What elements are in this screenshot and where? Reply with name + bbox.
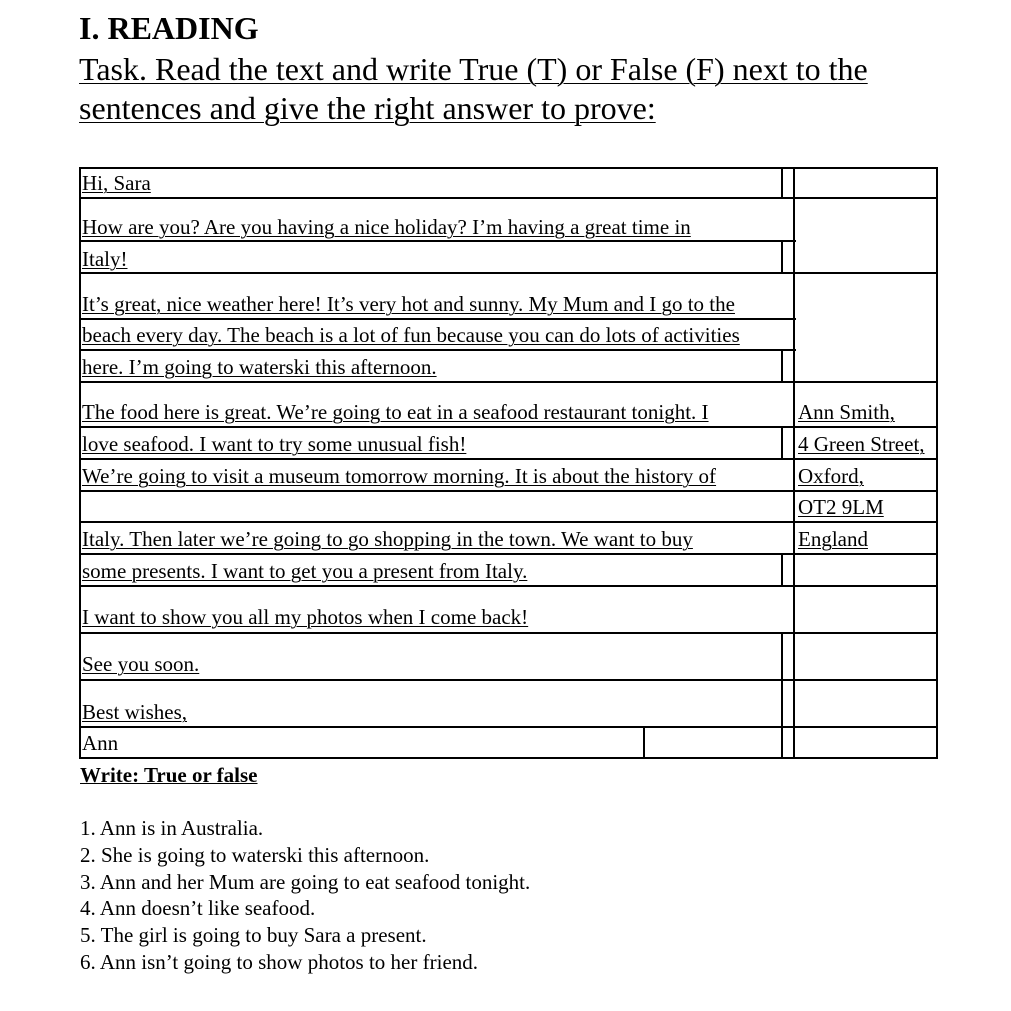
address-line: Oxford, <box>798 464 864 488</box>
letter-table <box>79 167 938 759</box>
row-divider <box>79 521 796 523</box>
write-instruction: Write: True or false <box>80 763 258 787</box>
letter-frame <box>79 167 938 759</box>
row-divider <box>79 426 796 428</box>
question-item: 5. The girl is going to buy Sara a present. <box>80 923 427 948</box>
row-divider <box>796 632 938 634</box>
row-divider <box>796 426 938 428</box>
row-divider <box>796 458 938 460</box>
row-divider <box>79 553 796 555</box>
row-divider <box>796 726 938 728</box>
letter-line: The food here is great. We’re going to eat in a seafood restaurant tonight. I <box>82 400 709 424</box>
letter-line: beach every day. The beach is a lot of fun because you can do lots of activities <box>82 323 740 347</box>
address-line: Ann Smith, <box>798 400 895 424</box>
row-divider <box>79 679 796 681</box>
letter-line: See you soon. <box>82 652 200 676</box>
row-divider <box>79 197 796 199</box>
row-divider <box>796 381 938 383</box>
row-divider <box>796 521 938 523</box>
row-divider <box>79 585 796 587</box>
column-divider <box>781 426 783 458</box>
row-divider <box>79 381 796 383</box>
column-divider <box>781 632 783 759</box>
column-divider <box>793 167 795 759</box>
letter-line: How are you? Are you having a nice holiday? I’m having a great time in <box>82 215 691 239</box>
row-divider <box>79 632 796 634</box>
section-title: I. READING <box>79 10 259 46</box>
question-item: 4. Ann doesn’t like seafood. <box>80 896 316 921</box>
letter-line: Hi, Sara <box>82 171 151 195</box>
row-divider <box>79 272 796 274</box>
column-divider <box>781 349 783 381</box>
letter-line: We’re going to visit a museum tomorrow morning. It is about the history of <box>82 464 717 488</box>
task-instruction: Task. Read the text and write True (T) or False (F) next to the sentences and give the right answer to prove: <box>79 51 868 126</box>
column-divider <box>781 240 783 272</box>
row-divider <box>796 585 938 587</box>
letter-line: Best wishes, <box>82 700 187 724</box>
question-list <box>80 815 530 976</box>
column-divider <box>643 726 645 759</box>
row-divider <box>796 197 938 199</box>
row-divider <box>79 490 796 492</box>
question-item: 6. Ann isn’t going to show photos to her friend. <box>80 949 479 974</box>
letter-line: Italy. Then later we’re going to go shopping in the town. We want to buy <box>82 527 693 551</box>
row-divider <box>79 240 796 242</box>
letter-line: here. I’m going to waterski this afternoon. <box>82 355 437 379</box>
row-divider <box>796 490 938 492</box>
row-divider <box>796 272 938 274</box>
letter-line: I want to show you all my photos when I come back! <box>82 605 529 629</box>
letter-line: It’s great, nice weather here! It’s very hot and sunny. My Mum and I go to the <box>82 292 735 316</box>
question-item: 2. She is going to waterski this afternoon. <box>80 842 430 867</box>
row-divider <box>79 349 796 351</box>
row-divider <box>79 726 796 728</box>
letter-line: love seafood. I want to try some unusual fish! <box>82 432 467 456</box>
address-line: OT2 9LM <box>798 495 884 519</box>
row-divider <box>79 318 796 320</box>
address-line: 4 Green Street, <box>798 432 925 456</box>
column-divider <box>781 553 783 585</box>
letter-line: some presents. I want to get you a present from Italy. <box>82 559 528 583</box>
question-item: 1. Ann is in Australia. <box>80 816 264 840</box>
address-line: England <box>798 527 868 551</box>
row-divider <box>796 679 938 681</box>
letter-line: Italy! <box>82 247 128 271</box>
column-divider <box>781 167 783 197</box>
question-item: 3. Ann and her Mum are going to eat seafood tonight. <box>80 869 531 894</box>
row-divider <box>79 458 796 460</box>
row-divider <box>796 553 938 555</box>
letter-signature: Ann <box>82 731 119 755</box>
